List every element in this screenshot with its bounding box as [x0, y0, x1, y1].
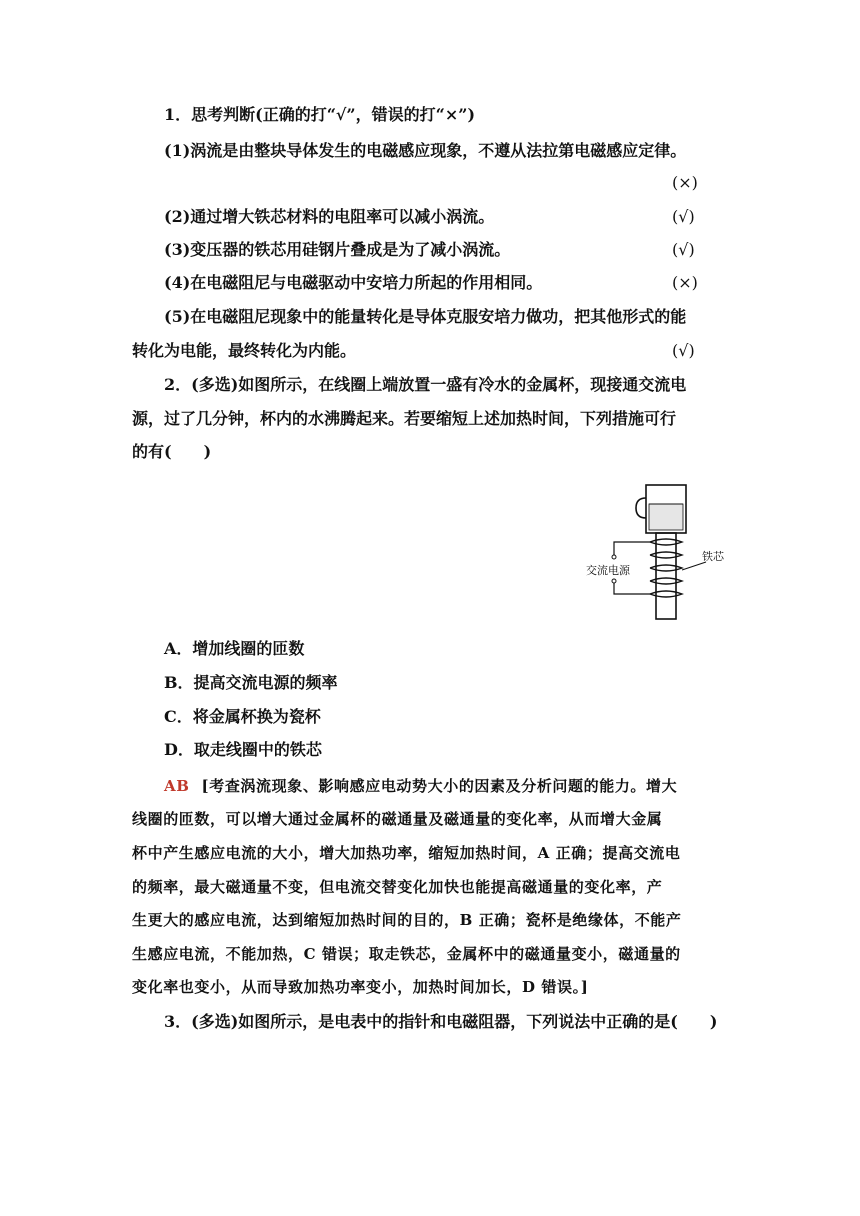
- answer-label: AB: [164, 777, 190, 795]
- q1-item-2: (2)通过增大铁芯材料的电阻率可以减小涡流。: [164, 207, 495, 226]
- q1-item-1: (1)涡流是由整块导体发生的电磁感应现象，不遵从法拉第电磁感应定律。: [164, 141, 687, 160]
- iron-core: [656, 533, 676, 619]
- option-a: A．增加线圈的匝数: [164, 639, 305, 658]
- option-d: D．取走线圈中的铁芯: [164, 740, 322, 759]
- q2-stem-line-1: 2．(多选)如图所示，在线圈上端放置一盛有冷水的金属杯，现接通交流电: [164, 375, 687, 394]
- q3-stem: 3．(多选)如图所示，是电表中的指针和电磁阻器，下列说法中正确的是( ): [164, 1012, 718, 1031]
- q1-item-3: (3)变压器的铁芯用硅钢片叠成是为了减小涡流。: [164, 240, 511, 259]
- terminal-bottom: [612, 579, 616, 583]
- coil: [650, 539, 682, 597]
- option-b: B．提高交流电源的频率: [164, 673, 338, 692]
- answer-text-1: [考查涡流现象、影响感应电动势大小的因素及分析问题的能力。增大: [201, 777, 678, 795]
- cup-handle: [636, 498, 646, 518]
- q1-item-3-mark: (√): [672, 240, 695, 259]
- q1-item-5: (5)在电磁阻尼现象中的能量转化是导体克服安培力做功，把其他形式的能: [164, 307, 687, 326]
- cold-water: [649, 504, 683, 530]
- answer-line-4: 的频率，最大磁通量不变，但电流交替变化加快也能提高磁通量的变化率，产: [132, 878, 663, 896]
- q2-stem-line-3: 的有( ): [132, 442, 212, 461]
- option-c: C．将金属杯换为瓷杯: [164, 707, 321, 726]
- q1-title: 1．思考判断(正确的打“√”，错误的打“×”): [164, 105, 476, 124]
- q2-stem-line-2: 源，过了几分钟，杯内的水沸腾起来。若要缩短上述加热时间，下列措施可行: [132, 409, 677, 428]
- answer-line-6: 生感应电流，不能加热，C 错误；取走铁芯，金属杯中的磁通量变小，磁通量的: [132, 945, 681, 963]
- answer-line-7: 变化率也变小，从而导致加热功率变小，加热时间加长，D 错误。]: [132, 978, 589, 996]
- q1-item-5-mark: (√): [672, 341, 695, 360]
- q1-item-1-mark: (×): [672, 173, 698, 192]
- q1-item-2-mark: (√): [672, 207, 695, 226]
- answer-line-3: 杯中产生感应电流的大小，增大加热功率，缩短加热时间，A 正确；提高交流电: [132, 844, 681, 862]
- label-iron-core: 铁芯: [702, 550, 724, 563]
- q1-item-5-cont: 转化为电能，最终转化为内能。: [132, 341, 357, 360]
- label-ac-source: 交流电源: [586, 564, 630, 577]
- answer-line-5: 生更大的感应电流，达到缩短加热时间的目的，B 正确；瓷杯是绝缘体，不能产: [132, 911, 682, 929]
- answer-line-1: [164, 775, 764, 797]
- core-leader-line: [682, 562, 706, 570]
- q1-item-4: (4)在电磁阻尼与电磁驱动中安培力所起的作用相同。: [164, 273, 543, 292]
- terminal-top: [612, 555, 616, 559]
- q1-item-4-mark: (×): [672, 273, 698, 292]
- answer-line-2: 线圈的匝数，可以增大通过金属杯的磁通量及磁通量的变化率，从而增大金属: [132, 810, 663, 828]
- coil-heating-figure: [584, 480, 734, 625]
